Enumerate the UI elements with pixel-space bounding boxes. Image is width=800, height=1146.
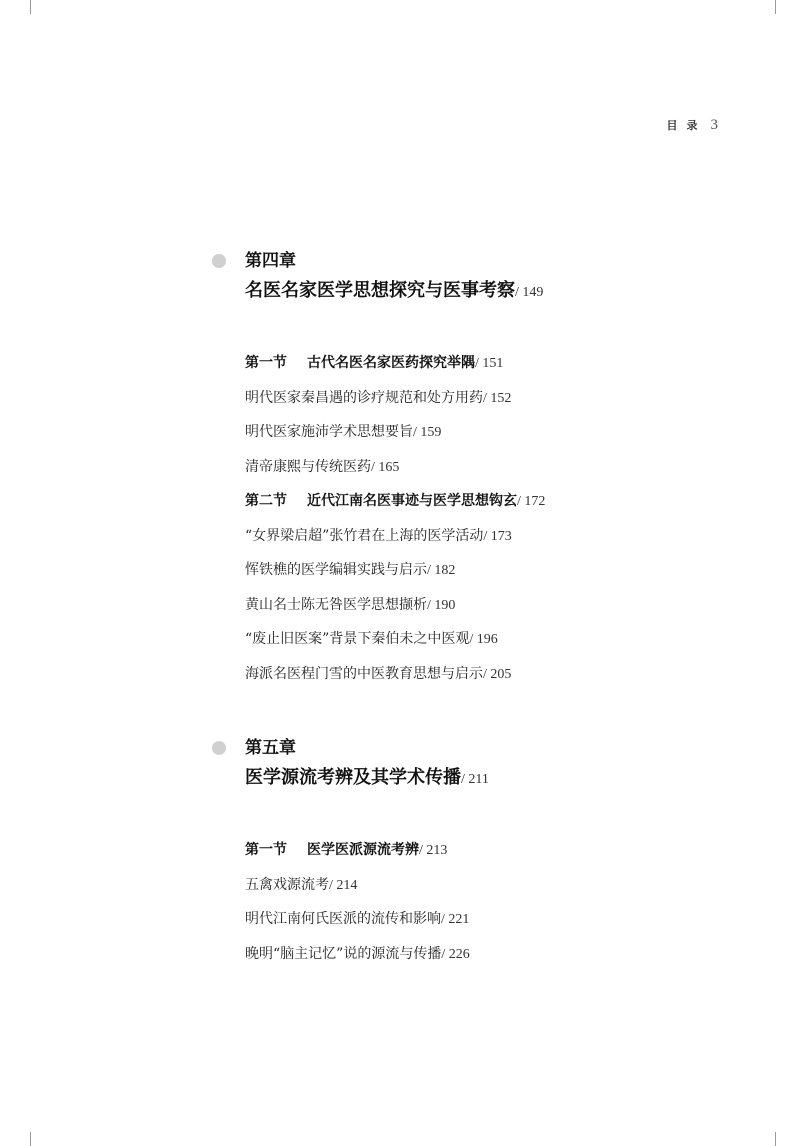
- chapter-bullet-icon: [212, 254, 226, 268]
- entry-page: / 214: [329, 877, 358, 893]
- toc-entry[interactable]: [245, 622, 545, 657]
- entry-page: / 182: [427, 563, 456, 578]
- chapter-page: / 211: [461, 772, 489, 787]
- chapter-5-entries: [245, 833, 470, 971]
- entry-page: / 165: [371, 459, 400, 475]
- entry-title: 海派名医程门雪的中医教育思想与启示: [245, 665, 483, 682]
- entry-title: 清帝康熙与传统医药: [245, 458, 371, 475]
- entry-page: / 205: [483, 666, 512, 682]
- section-title: 医学医派源流考辨: [307, 842, 419, 858]
- section-title: 古代名医名家医药探究举隅: [307, 355, 475, 371]
- toc-entry[interactable]: [245, 450, 545, 485]
- crop-mark-bottom-right: [775, 1132, 776, 1146]
- entry-title: 恽铁樵的医学编辑实践与启示: [245, 562, 427, 578]
- running-head-label: 目录: [666, 119, 707, 132]
- toc-entry[interactable]: [245, 902, 470, 937]
- chapter-title-text: 医学源流考辨及其学术传播: [245, 767, 461, 788]
- entry-page: / 213: [419, 843, 448, 858]
- entry-title: 黄山名士陈无咎医学思想撷析: [245, 596, 427, 613]
- entry-page: / 221: [441, 912, 470, 927]
- chapter-label: 第五章: [245, 738, 296, 758]
- toc-entry[interactable]: [245, 381, 545, 416]
- entry-page: / 159: [413, 425, 442, 440]
- running-head: [667, 117, 719, 134]
- chapter-bullet-icon: [212, 741, 226, 755]
- section-number: 第二节: [245, 493, 287, 509]
- chapter-4-heading: [245, 250, 543, 306]
- entry-title: 晚明“脑主记忆”说的源流与传播: [245, 945, 442, 962]
- chapter-4-entries: [245, 346, 545, 691]
- toc-entry[interactable]: [245, 937, 470, 972]
- chapter-5-heading: [245, 737, 489, 793]
- entry-page: / 226: [441, 946, 470, 962]
- entry-page: / 151: [475, 356, 504, 371]
- toc-entry[interactable]: [245, 657, 545, 692]
- toc-entry[interactable]: [245, 553, 545, 588]
- toc-entry[interactable]: [245, 588, 545, 623]
- section-number: 第一节: [245, 355, 287, 371]
- entry-page: / 173: [483, 528, 512, 544]
- toc-entry[interactable]: [245, 868, 470, 903]
- chapter-title-text: 名医名家医学思想探究与医事考察: [245, 280, 515, 301]
- section-number: 第一节: [245, 842, 287, 858]
- chapter-title[interactable]: [245, 765, 489, 793]
- page-number: 3: [710, 117, 718, 133]
- crop-mark-bottom-left: [30, 1132, 31, 1146]
- toc-section[interactable]: [245, 833, 470, 868]
- toc-section[interactable]: [245, 484, 545, 519]
- chapter-label: 第四章: [245, 251, 296, 271]
- toc-entry[interactable]: [245, 519, 545, 554]
- crop-mark-top-right: [775, 0, 776, 14]
- section-title: 近代江南名医事迹与医学思想钩玄: [307, 493, 517, 509]
- entry-title: 明代江南何氏医派的流传和影响: [245, 911, 441, 927]
- entry-title: “女界梁启超”张竹君在上海的医学活动: [245, 527, 484, 544]
- chapter-page: / 149: [515, 285, 544, 300]
- entry-page: / 152: [483, 390, 512, 406]
- entry-title: 明代医家施沛学术思想要旨: [245, 424, 413, 440]
- entry-title: 五禽戏源流考: [245, 876, 329, 893]
- entry-title: “废止旧医案”背景下秦伯未之中医观: [245, 631, 470, 647]
- toc-entry[interactable]: [245, 415, 545, 450]
- toc-section[interactable]: [245, 346, 545, 381]
- entry-page: / 196: [469, 632, 498, 647]
- entry-page: / 172: [517, 494, 546, 509]
- entry-page: / 190: [427, 597, 456, 613]
- entry-title: 明代医家秦昌遇的诊疗规范和处方用药: [245, 389, 483, 406]
- chapter-title[interactable]: [245, 278, 543, 306]
- crop-mark-top-left: [30, 0, 31, 14]
